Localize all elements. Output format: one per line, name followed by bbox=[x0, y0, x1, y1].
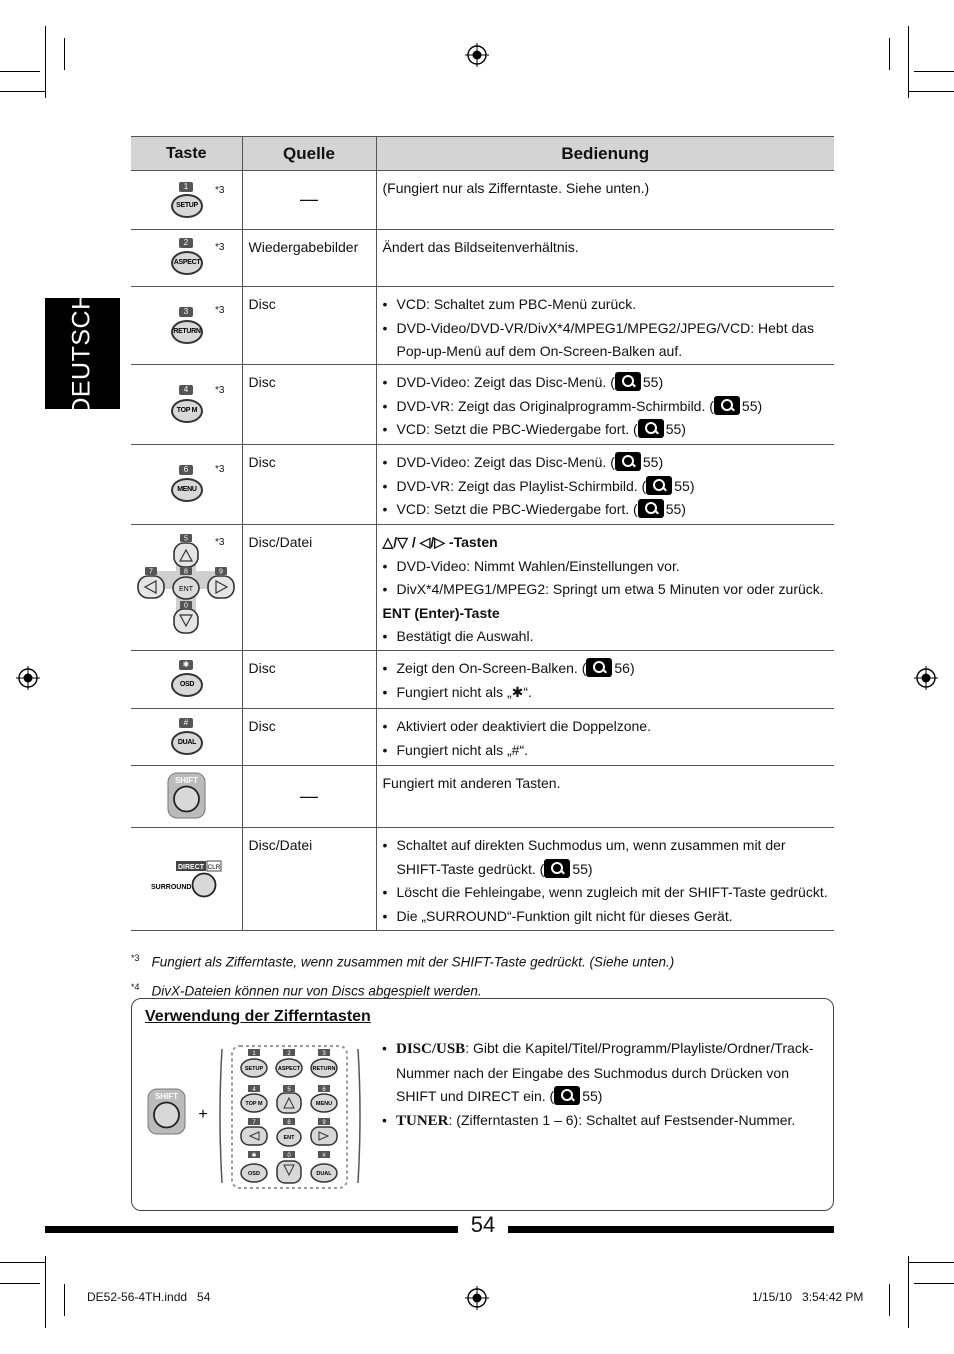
operation-cell bbox=[376, 766, 834, 828]
list-item-text: ) bbox=[629, 660, 635, 676]
ent-key-label: ENT bbox=[179, 586, 193, 593]
header-quelle: Quelle bbox=[242, 137, 376, 171]
source-cell: Disc/Datei bbox=[242, 525, 376, 651]
subheading: ENT (Enter)-Taste bbox=[382, 604, 500, 621]
list-item: • DivX*4/MPEG1/MPEG2: Springt um etwa 5 Minuten vor oder zurück. bbox=[383, 578, 829, 602]
list-item-text: ) bbox=[689, 477, 695, 494]
table-row bbox=[131, 365, 834, 445]
registration-mark-icon bbox=[914, 666, 938, 690]
source-cell: Disc bbox=[242, 365, 376, 445]
page-reference-icon bbox=[615, 372, 641, 391]
key-cell bbox=[131, 651, 242, 709]
list-item: • Fungiert nicht als „✱“. bbox=[383, 681, 829, 705]
page-reference-icon bbox=[638, 499, 664, 518]
keypad-label: RETURN bbox=[312, 1066, 336, 1072]
shift-key-icon bbox=[131, 766, 242, 828]
direction-pad-icon bbox=[131, 525, 242, 651]
footnote-text: DivX-Dateien können nur von Discs abgespielt werden. bbox=[151, 983, 482, 998]
list-item bbox=[383, 395, 829, 419]
shift-plus-keypad-illustration bbox=[144, 1043, 374, 1193]
registration-mark-icon bbox=[465, 1286, 489, 1310]
list-item-text: ) bbox=[681, 501, 686, 517]
list-item: • Löscht die Fehleingabe, wenn zugleich mit der SHIFT-Taste gedrückt. bbox=[383, 881, 829, 905]
crop-mark bbox=[64, 38, 65, 70]
list-item bbox=[382, 1037, 822, 1109]
list-item bbox=[382, 1109, 822, 1134]
page-reference: 56 bbox=[614, 660, 630, 676]
page-reference-icon bbox=[714, 396, 740, 415]
operation-cell bbox=[376, 365, 834, 445]
page-reference: 55 bbox=[572, 860, 588, 877]
page-reference: 55 bbox=[665, 421, 682, 437]
list-item-text: Schaltet auf direkten Suchmodus um, wenn zusammen mit der SHIFT-Taste gedrückt. ( bbox=[396, 837, 786, 877]
keypad-label: TOP M bbox=[245, 1101, 263, 1107]
list-item-text: : (Zifferntasten 1 – 6): Schaltet auf Festsender-Nummer. bbox=[448, 1111, 796, 1128]
crop-mark bbox=[0, 1283, 40, 1284]
crop-mark bbox=[914, 1283, 954, 1284]
plus-sign: + bbox=[198, 1106, 208, 1123]
top-menu-key-icon: TOP M bbox=[171, 399, 203, 423]
operation-cell bbox=[376, 828, 834, 931]
table-row bbox=[131, 651, 834, 709]
crop-mark bbox=[909, 91, 954, 92]
list-item-text: VCD: Setzt die PBC-Wiedergabe fort. ( bbox=[396, 501, 638, 517]
table-row bbox=[131, 171, 834, 230]
registration-mark-icon bbox=[16, 666, 40, 690]
dpad-num-9: 9 bbox=[219, 568, 223, 576]
key-number-badge: 6 bbox=[179, 465, 193, 475]
header-bedienung: Bedienung bbox=[376, 137, 834, 171]
crop-mark bbox=[45, 1256, 46, 1328]
footnote-mark: *3 bbox=[215, 537, 225, 548]
list-item-text: ) bbox=[681, 421, 686, 437]
surround-label: SURROUND bbox=[151, 884, 192, 891]
table-row bbox=[131, 828, 834, 931]
list-item-text: ) bbox=[757, 397, 763, 414]
page-reference: 55 bbox=[741, 397, 758, 414]
direct-key-icon bbox=[131, 828, 242, 931]
list-item bbox=[383, 657, 829, 681]
operation-cell bbox=[376, 709, 834, 766]
footnote-text: Fungiert als Zifferntaste, wenn zusammen mit der SHIFT-Taste gedrückt. (Siehe unten.) bbox=[151, 954, 675, 970]
source-cell: — bbox=[242, 171, 376, 230]
header-taste: Taste bbox=[131, 137, 242, 171]
operation-cell bbox=[376, 230, 834, 287]
list-item: • DVD-Video: Nimmt Wahlen/Einstellungen vor. bbox=[383, 555, 829, 579]
subheading: △/▽ / ◁/▷ -Tasten bbox=[382, 534, 498, 550]
page-reference: 55 bbox=[642, 454, 659, 470]
keypad-label: MENU bbox=[315, 1101, 333, 1107]
setup-key-icon: SETUP bbox=[171, 194, 203, 218]
key-number-badge: 1 bbox=[179, 182, 193, 192]
list-item bbox=[383, 834, 829, 881]
dpad-num-5: 5 bbox=[184, 535, 188, 543]
source-term: TUNER bbox=[396, 1112, 449, 1129]
crop-mark bbox=[64, 1284, 65, 1316]
shift-key-label: SHIFT bbox=[174, 776, 199, 785]
crop-mark bbox=[0, 71, 40, 72]
keypad-num: 8 bbox=[287, 1120, 291, 1126]
key-number-badge: ✱ bbox=[179, 660, 193, 670]
page-reference-icon bbox=[638, 419, 664, 438]
keypad-label: DUAL bbox=[316, 1171, 332, 1177]
list-item: • Aktiviert oder deaktiviert die Doppelzone. bbox=[383, 715, 829, 739]
keypad-num: 3 bbox=[322, 1051, 326, 1057]
crop-mark bbox=[0, 1262, 45, 1263]
list-item: • Bestätigt die Auswahl. bbox=[383, 625, 829, 649]
list-item bbox=[383, 475, 829, 499]
keypad-label: SETUP bbox=[244, 1066, 264, 1072]
crop-mark bbox=[914, 71, 954, 72]
table-row bbox=[131, 766, 834, 828]
clr-label: CLR bbox=[207, 864, 221, 871]
source-cell: Disc bbox=[242, 287, 376, 365]
keypad-label: ASPECT bbox=[277, 1066, 301, 1072]
key-cell bbox=[131, 709, 242, 766]
keypad-num: # bbox=[322, 1153, 326, 1159]
dpad-num-8: 8 bbox=[184, 568, 188, 576]
list-item-text: DVD-VR: Zeigt das Playlist-Schirmbild. ( bbox=[396, 477, 647, 494]
page-bar bbox=[45, 1226, 458, 1233]
source-cell: Wiedergabebilder bbox=[242, 230, 376, 287]
list-item-text: DVD-Video: Zeigt das Disc-Menü. ( bbox=[396, 454, 615, 470]
source-term: DISC/USB bbox=[396, 1041, 466, 1057]
crop-mark bbox=[909, 1262, 954, 1263]
menu-key-icon: MENU bbox=[171, 478, 203, 502]
operation-text: Ändert das Bildseitenverhältnis. bbox=[382, 239, 579, 255]
dpad-num-7: 7 bbox=[149, 568, 153, 576]
keypad-num: ✱ bbox=[251, 1153, 257, 1159]
key-cell bbox=[131, 230, 242, 287]
page-number: 54 bbox=[470, 1212, 496, 1237]
source-cell: Disc bbox=[242, 445, 376, 525]
source-cell: — bbox=[242, 766, 376, 828]
list-item-text: ) bbox=[658, 454, 664, 470]
keypad-num: 6 bbox=[322, 1087, 326, 1093]
list-item-text: ) bbox=[587, 860, 593, 877]
keypad-num: 0 bbox=[287, 1153, 291, 1159]
list-item bbox=[383, 451, 829, 475]
list-item: • Die „SURROUND“-Funktion gilt nicht für dieses Gerät. bbox=[383, 905, 829, 929]
date-slug: 1/15/10 3:54:42 PM bbox=[752, 1290, 864, 1304]
footnote-mark: *4 bbox=[131, 981, 140, 992]
footnote-mark: *3 bbox=[215, 242, 225, 253]
operation-cell bbox=[376, 171, 834, 230]
number-keys-list bbox=[382, 1037, 822, 1133]
page-reference-icon bbox=[554, 1086, 580, 1105]
list-item bbox=[383, 371, 829, 395]
key-cell bbox=[131, 287, 242, 365]
operation-text: Fungiert mit anderen Tasten. bbox=[382, 775, 561, 791]
table-row bbox=[131, 230, 834, 287]
footnote-mark: *3 bbox=[215, 305, 225, 316]
page-reference: 55 bbox=[665, 501, 682, 517]
list-item: • VCD: Schaltet zum PBC-Menü zurück. bbox=[383, 293, 829, 317]
keypad-num: 1 bbox=[252, 1051, 256, 1057]
list-item-text: : Gibt die Kapitel/Titel/Programm/Playliste/Ordner/Track-Nummer nach der Eingabe des Suchmodus durch Drücken von SHIFT und DIRECT ein. ( bbox=[396, 1040, 814, 1104]
table-header-row bbox=[131, 137, 834, 171]
crop-mark bbox=[45, 26, 46, 98]
operation-text: (Fungiert nur als Zifferntaste. Siehe unten.) bbox=[382, 180, 650, 196]
footnote-mark: *3 bbox=[215, 385, 225, 396]
language-tab bbox=[45, 291, 120, 416]
list-item: • DVD-Video/DVD-VR/DivX*4/MPEG1/MPEG2/JPEG/VCD: Hebt das Pop-up-Menü auf dem On-Screen-Balken auf. bbox=[383, 317, 829, 364]
dual-key-icon: DUAL bbox=[171, 731, 203, 755]
table-row bbox=[131, 525, 834, 651]
list-item-text: VCD: Setzt die PBC-Wiedergabe fort. ( bbox=[396, 421, 638, 437]
aspect-key-icon: ASPECT bbox=[171, 251, 203, 275]
direct-label: DIRECT bbox=[177, 864, 205, 871]
source-cell: Disc bbox=[242, 709, 376, 766]
table-row bbox=[131, 709, 834, 766]
keypad-label: OSD bbox=[248, 1171, 260, 1177]
page-bar bbox=[508, 1226, 834, 1233]
operation-cell bbox=[376, 287, 834, 365]
list-item bbox=[383, 418, 829, 442]
registration-mark-icon bbox=[465, 43, 489, 67]
page-reference: 55 bbox=[674, 477, 690, 494]
footnote-mark: *3 bbox=[215, 185, 225, 196]
list-item-text: Zeigt den On-Screen-Balken. ( bbox=[396, 660, 587, 676]
page-reference: 55 bbox=[642, 374, 659, 390]
list-item-text: ) bbox=[658, 374, 664, 390]
file-slug: DE52-56-4TH.indd 54 bbox=[87, 1290, 211, 1304]
key-cell bbox=[131, 171, 242, 230]
shift-key-label: SHIFT bbox=[154, 1092, 179, 1101]
page-reference-icon bbox=[586, 658, 612, 677]
crop-mark bbox=[889, 1284, 890, 1316]
return-key-icon: RETURN bbox=[171, 320, 203, 344]
operation-cell bbox=[376, 525, 834, 651]
source-cell: Disc/Datei bbox=[242, 828, 376, 931]
page-reference-icon bbox=[646, 476, 672, 495]
footnote-mark: *3 bbox=[215, 464, 225, 475]
keypad-num: 7 bbox=[252, 1120, 256, 1126]
footnotes bbox=[131, 946, 674, 1003]
keypad-label: ENT bbox=[283, 1135, 295, 1141]
page-reference-icon bbox=[544, 859, 570, 878]
list-item-text: ) bbox=[597, 1088, 603, 1104]
list-item-text: DVD-VR: Zeigt das Originalprogramm-Schirmbild. ( bbox=[396, 397, 714, 414]
key-cell bbox=[131, 828, 242, 931]
key-cell bbox=[131, 365, 242, 445]
page-reference: 55 bbox=[582, 1088, 598, 1104]
crop-mark bbox=[889, 38, 890, 70]
crop-mark bbox=[908, 1256, 909, 1328]
key-number-badge: 3 bbox=[179, 307, 193, 317]
key-cell bbox=[131, 525, 242, 651]
keypad-num: 9 bbox=[322, 1120, 326, 1126]
footnote bbox=[131, 946, 674, 975]
keypad-num: 5 bbox=[287, 1087, 291, 1093]
list-item: • Fungiert nicht als „#“. bbox=[383, 739, 829, 763]
key-cell bbox=[131, 445, 242, 525]
keypad-num: 4 bbox=[252, 1087, 256, 1093]
list-item bbox=[383, 498, 829, 522]
operation-cell bbox=[376, 651, 834, 709]
source-cell: Disc bbox=[242, 651, 376, 709]
key-number-badge: # bbox=[179, 718, 193, 728]
table-row bbox=[131, 287, 834, 365]
crop-mark bbox=[0, 91, 45, 92]
key-cell bbox=[131, 766, 242, 828]
key-number-badge: 4 bbox=[179, 385, 193, 395]
box-title: Verwendung der Zifferntasten bbox=[145, 1008, 371, 1025]
footnote-mark: *3 bbox=[131, 953, 140, 963]
key-number-badge: 2 bbox=[179, 238, 193, 248]
list-item-text: DVD-Video: Zeigt das Disc-Menü. ( bbox=[396, 374, 615, 390]
language-tab-label: DEUTSCH bbox=[68, 291, 96, 416]
number-keys-box bbox=[131, 998, 834, 1211]
operation-cell bbox=[376, 445, 834, 525]
key-function-table bbox=[131, 136, 834, 931]
keypad-num: 2 bbox=[287, 1051, 291, 1057]
dpad-num-0: 0 bbox=[184, 602, 188, 610]
page-reference-icon bbox=[615, 452, 641, 471]
crop-mark bbox=[908, 26, 909, 98]
table-row bbox=[131, 445, 834, 525]
osd-key-icon: OSD bbox=[171, 673, 203, 697]
